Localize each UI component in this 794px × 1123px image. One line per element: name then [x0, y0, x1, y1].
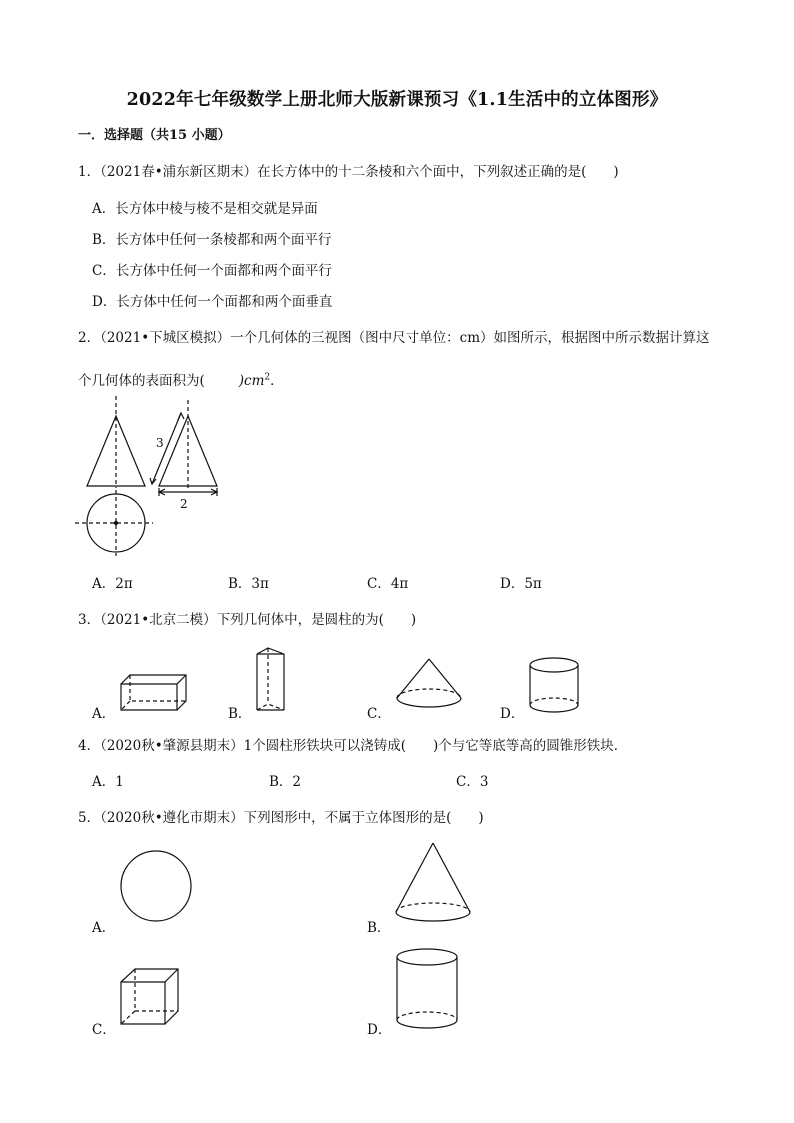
question-3-cuboid-figure: [118, 672, 190, 712]
cylinder-base-back: [397, 1012, 457, 1020]
slant-arrow-top: [178, 413, 184, 420]
cone-right-edge: [429, 659, 461, 698]
cylinder-base-back: [530, 698, 578, 705]
question-3-prism-figure: [254, 646, 288, 714]
question-5-circle-figure: [118, 848, 194, 924]
question-2-unit-exponent: 2: [264, 372, 271, 383]
cone-left-edge: [397, 659, 429, 698]
question-3-stem: 3．（2021•北京二模）下列几何体中，是圆柱的为( ): [78, 612, 417, 628]
cone-base-front: [397, 698, 461, 707]
cuboid-hidden-edges: [130, 675, 186, 701]
document-title: 2022年七年级数学上册北师大版新课预习《1.1生活中的立体图形》: [126, 90, 668, 110]
prism-hidden-base: [257, 704, 284, 710]
question-2-slant-label: 3: [156, 436, 164, 450]
question-3-option-b: B．: [228, 706, 252, 722]
question-5-option-d: D．: [367, 1022, 392, 1038]
question-4-stem: 4．（2020秋•肇源县期末）1个圆柱形铁块可以浇铸成( )个与它等底等高的圆锥形铁块．: [78, 738, 628, 754]
cylinder-base-front: [530, 705, 578, 712]
cone-base-back: [396, 903, 470, 912]
question-4-option-b: B．2: [269, 774, 302, 790]
cylinder-base-front: [397, 1020, 457, 1028]
question-5-stem: 5．（2020秋•遵化市期末）下列图形中，不属于立体图形的是( ): [78, 810, 484, 826]
cuboid-top-right-edges: [121, 675, 186, 710]
cube-top-edge: [165, 969, 178, 982]
question-2-option-a: A．2π: [92, 576, 133, 592]
question-5-cube-figure: [118, 966, 182, 1028]
question-5-cone-figure: [392, 840, 476, 926]
cone-left-edge: [396, 843, 433, 912]
question-3-option-a: A．: [92, 706, 116, 722]
cone-right-edge: [433, 843, 470, 912]
top-view-center-point: [115, 522, 118, 525]
question-2-stem-text: 个几何体的表面积为(: [78, 373, 205, 389]
question-2-stem-end: ．: [270, 373, 284, 389]
cone-base-front: [396, 912, 470, 921]
cube-hidden-diagonal: [121, 1011, 135, 1024]
question-2-option-d: D．5π: [500, 576, 542, 592]
question-2-stem-line-1: 2．（2021•下城区模拟）一个几何体的三视图（图中尺寸单位：cm）如图所示，根据图中所示数据计算这: [78, 330, 710, 346]
question-5-option-c: C．: [92, 1022, 116, 1038]
question-1-option-a: A．长方体中棱与棱不是相交就是异面: [92, 201, 318, 217]
question-1-stem: 1．（2021春•浦东新区期末）在长方体中的十二条棱和六个面中，下列叙述正确的是( ): [78, 164, 619, 180]
question-3-cone-figure: [394, 656, 464, 712]
section-heading: 一．选择题（共15 小题）: [78, 128, 231, 143]
question-2-stem-line-2: [78, 369, 284, 389]
question-3-cylinder-figure: [527, 656, 583, 716]
question-2-three-view-figure: [70, 396, 230, 556]
question-2-unit: )cm: [238, 373, 265, 389]
cylinder-top-ellipse: [397, 949, 457, 965]
question-3-option-c: C．: [367, 706, 391, 722]
question-5-option-b: B．: [367, 920, 391, 936]
question-1-option-b: B．长方体中任何一条棱都和两个面平行: [92, 232, 332, 248]
cuboid-front-face: [121, 684, 177, 710]
question-5-option-a: A．: [92, 920, 116, 936]
question-3-option-d: D．: [500, 706, 525, 722]
question-2-option-c: C．4π: [367, 576, 409, 592]
question-1-option-c: C．长方体中任何一个面都和两个面平行: [92, 263, 332, 279]
question-2-base-label: 2: [180, 497, 188, 511]
cuboid-top-edge: [177, 675, 186, 684]
cylinder-top-ellipse: [530, 658, 578, 672]
question-1-option-d: D．长方体中任何一个面都和两个面垂直: [92, 294, 333, 310]
question-4-option-a: A．1: [92, 774, 124, 790]
question-2-option-b: B．3π: [228, 576, 269, 592]
cuboid-hidden-diagonal: [121, 701, 130, 710]
cone-base-back: [397, 689, 461, 698]
question-4-option-c: C．3: [456, 774, 489, 790]
prism-top-face: [257, 648, 284, 654]
plane-circle: [121, 851, 191, 921]
question-5-cylinder-figure: [394, 946, 462, 1032]
